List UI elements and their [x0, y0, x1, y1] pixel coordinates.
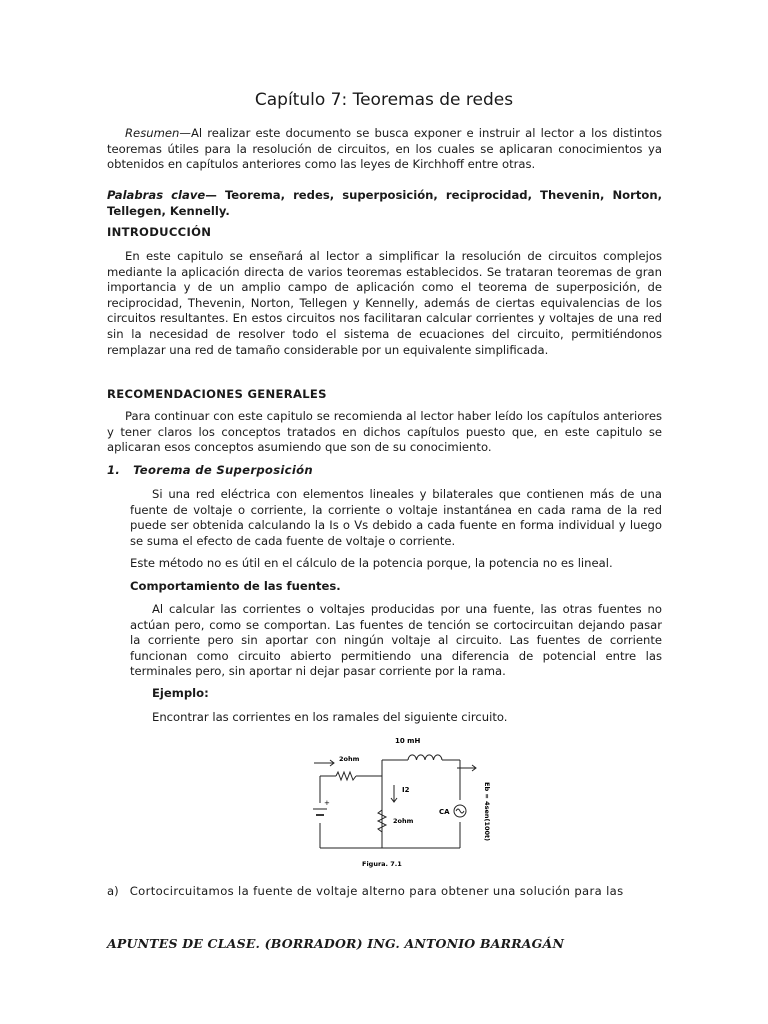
ac-source-label: CA	[439, 808, 450, 816]
intro-heading: INTRODUCCIÓN	[107, 225, 212, 239]
item-a-text: Cortocircuitamos la fuente de voltaje alterno para obtener una solución para las	[129, 884, 624, 898]
section1-number: 1.	[107, 463, 121, 477]
battery-source	[313, 809, 327, 815]
recommendations-paragraph: Para continuar con este capitulo se recomienda al lector haber leído los capítulos anteriores y tener claros los conceptos tratados en dichos capítulos puesto que, en este capitulo se aplicaran esos conceptos asumiendo que son de su conocimiento.	[107, 409, 662, 455]
example-heading: Ejemplo:	[152, 686, 209, 700]
sources-heading: Comportamiento de las fuentes.	[130, 579, 341, 593]
abstract-text: —Al realizar este documento se busca exponer e instruir al lector a los distintos teoremas útiles para la resolución de circuitos, en los cuales se aplicaran conocimientos ya obtenidos en capítulos anteriores como las leyes de Kirchhoff entre otras.	[107, 126, 662, 172]
ac-source-value: Eb = 4sen(100t)	[483, 782, 491, 842]
section1-heading	[107, 463, 313, 477]
inductor	[408, 755, 442, 760]
item-a	[107, 884, 662, 900]
recommendations-heading: RECOMENDACIONES GENERALES	[107, 387, 327, 401]
circuit-diagram	[300, 730, 510, 875]
abstract	[107, 126, 662, 173]
resistor-middle-label: 2ohm	[393, 817, 414, 825]
power-note: Este método no es útil en el cálculo de la potencia porque, la potencia no es lineal.	[130, 556, 613, 570]
figure-caption: Figura. 7.1	[362, 860, 402, 868]
superposition-paragraph: Si una red eléctrica con elementos lineales y bilaterales que contienen más de una fuente de voltaje o corriente, la corriente o voltaje instantánea en cada rama de la red puede ser obtenida calculando la Is o Vs debido a cada fuente en forma individual y luego se suma el efecto de cada fuente de voltaje o corriente.	[130, 487, 662, 548]
i2-current-arrow	[391, 785, 397, 802]
sources-paragraph: Al calcular las corrientes o voltajes producidas por una fuente, las otras fuentes no actúan pero, como se comportan. Las fuentes de tención se cortocircuitan dejando pasar la corriente pero sin aportar con ningún voltaje al circuito. Las fuentes de corriente funcionan como circuito abierto permitiendo una diferencia de potencial entre las terminales pero, sin aportar ni dejar pasar corriente por la rama.	[130, 602, 662, 679]
circuit-wires	[320, 760, 460, 848]
resistor-top-label: 2ohm	[339, 755, 360, 763]
item-a-marker: a)	[107, 884, 119, 898]
abstract-label: Resumen	[125, 126, 180, 140]
i2-label: I2	[402, 786, 410, 794]
keywords-label: Palabras clave	[107, 188, 206, 202]
keywords-text: — Teorema, redes, superposición, reciprocidad, Thevenin, Norton, Tellegen, Kennelly.	[107, 188, 662, 218]
ac-source	[454, 805, 466, 817]
page-title: Capítulo 7: Teoremas de redes	[254, 90, 514, 110]
inductor-label: 10 mH	[395, 737, 421, 745]
page-footer: APUNTES DE CLASE. (BORRADOR) ING. ANTONIO BARRAGÁN	[107, 936, 565, 951]
section1-title: Teorema de Superposición	[133, 463, 313, 477]
example-text: Encontrar las corrientes en los ramales del siguiente circuito.	[152, 710, 508, 724]
keywords	[107, 188, 662, 219]
left-current-arrow	[314, 760, 334, 766]
battery-plus: +	[324, 799, 330, 807]
intro-paragraph: En este capitulo se enseñará al lector a simplificar la resolución de circuitos complejos mediante la aplicación directa de varios teoremas establecidos. Se trataran teoremas de gran importancia y de un amplio campo de aplicación como el teorema de superposición, de reciprocidad, Thevenin, Norton, Tellegen y Kennelly, además de ciertas equivalencias de los circuitos resultantes. En estos circuitos nos facilitaran calcular corrientes y voltajes de una red sin la necesidad de resolver todo el sistema de ecuaciones del circuito, permitiéndonos remplazar una red de tamaño considerable por un equivalente simplificada.	[107, 249, 662, 357]
